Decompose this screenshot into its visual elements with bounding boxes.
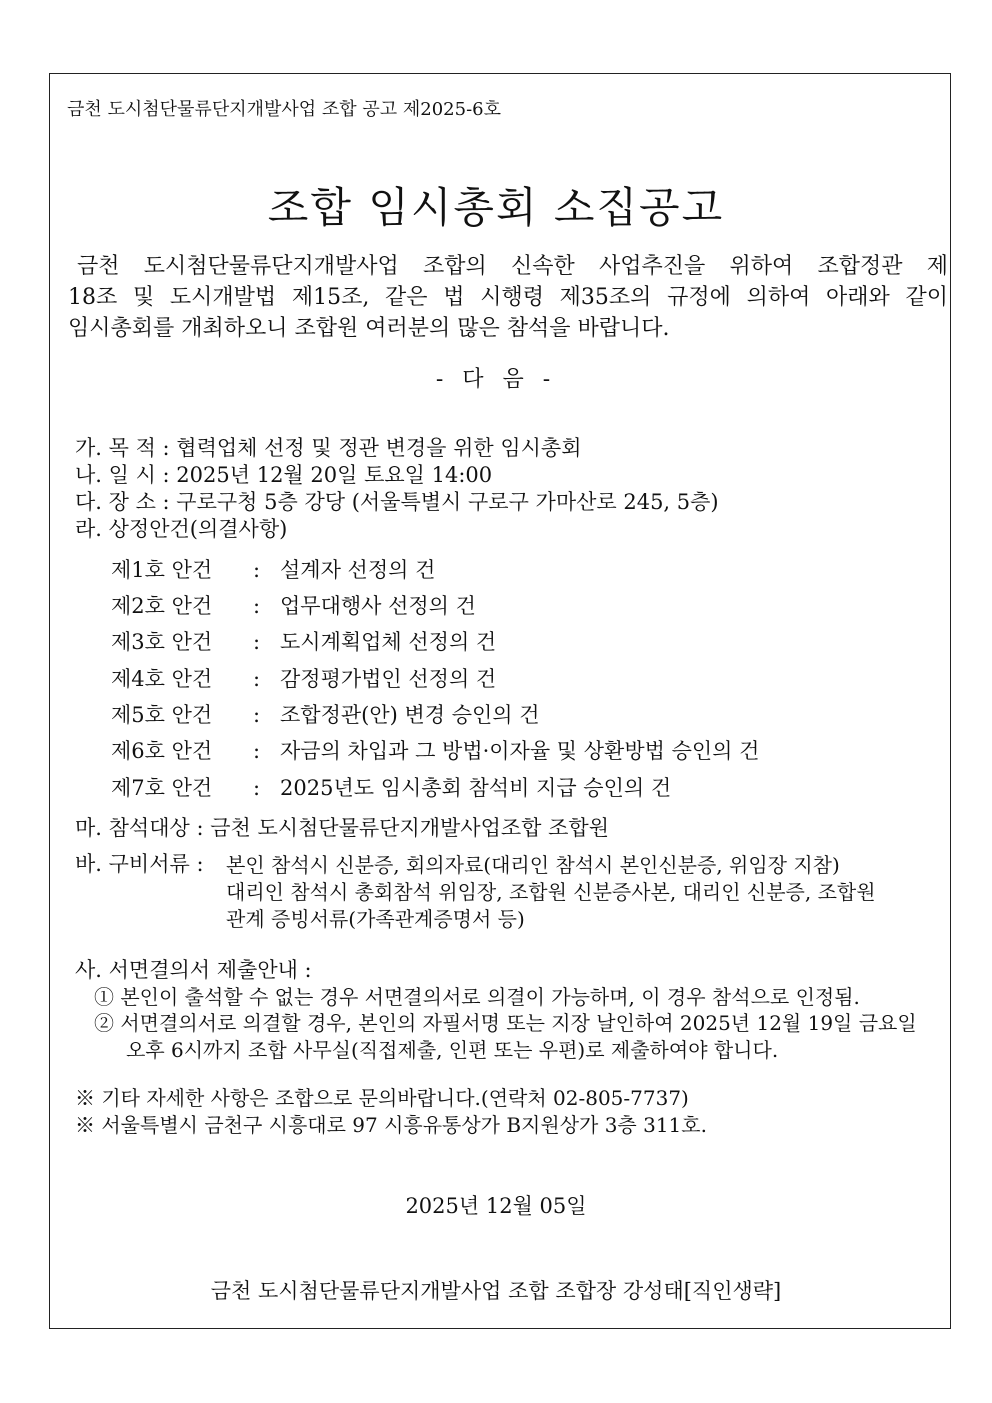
agenda-number: 제7호 안건: [111, 776, 213, 800]
attendees-item: 마. 참석대상 : 금천 도시첨단물류단지개발사업조합 조합원: [75, 816, 609, 840]
agenda-number: 제4호 안건: [111, 667, 213, 691]
section-heading: - 다 음 -: [435, 367, 557, 392]
written-resolution-item: 오후 6시까지 조합 사무실(직접제출, 인편 또는 우편)로 제출하여야 합니다.: [126, 1038, 779, 1062]
datetime-item: 나. 일 시 : 2025년 12월 20일 토요일 14:00: [75, 463, 493, 487]
agenda-separator: :: [253, 703, 261, 727]
intro-line: 18조 및 도시개발법 제15조, 같은 법 시행령 제35조의 규정에 의하여 아래와 같이: [68, 285, 948, 310]
contact-note: ※ 기타 자세한 사항은 조합으로 문의바랍니다.(연락처 02-805-7737): [75, 1086, 689, 1110]
agenda-title: 감정평가법인 선정의 건: [280, 667, 497, 691]
agenda-title: 조합정관(안) 변경 승인의 건: [280, 703, 540, 727]
agenda-number: 제1호 안건: [111, 558, 213, 582]
written-resolution-item: ① 본인이 출석할 수 없는 경우 서면결의서로 의결이 가능하며, 이 경우 참석으로 인정됨.: [94, 985, 860, 1009]
written-resolution-heading: 사. 서면결의서 제출안내 :: [75, 958, 312, 982]
agenda-title: 도시계획업체 선정의 건: [280, 630, 497, 654]
agenda-title: 설계자 선정의 건: [280, 558, 436, 582]
page-title: 조합 임시총회 소집공고: [267, 183, 725, 232]
documents-line: 관계 증빙서류(가족관계증명서 등): [226, 907, 525, 931]
signer-line: 금천 도시첨단물류단지개발사업 조합 조합장 강성태[직인생략]: [210, 1279, 782, 1303]
agenda-separator: :: [253, 594, 261, 618]
agenda-number: 제5호 안건: [111, 703, 213, 727]
address-note: ※ 서울특별시 금천구 시흥대로 97 시흥유통상가 B지원상가 3층 311호.: [75, 1113, 707, 1137]
agenda-number: 제2호 안건: [111, 594, 213, 618]
agenda-heading: 라. 상정안건(의결사항): [75, 517, 288, 541]
written-resolution-item: ② 서면결의서로 의결할 경우, 본인의 자필서명 또는 지장 날인하여 2025년 12월 19일 금요일: [94, 1011, 917, 1035]
agenda-title: 자금의 차입과 그 방법·이자율 및 상환방법 승인의 건: [280, 739, 760, 763]
notice-date: 2025년 12월 05일: [405, 1194, 587, 1218]
agenda-separator: :: [253, 739, 261, 763]
intro-line: 금천 도시첨단물류단지개발사업 조합의 신속한 사업추진을 위하여 조합정관 제: [77, 254, 948, 279]
notice-number: 금천 도시첨단물류단지개발사업 조합 공고 제2025-6호: [67, 99, 501, 120]
documents-line: 대리인 참석시 총회참석 위임장, 조합원 신분증사본, 대리인 신분증, 조합원: [226, 880, 876, 904]
intro-line: 임시총회를 개최하오니 조합원 여러분의 많은 참석을 바랍니다.: [68, 316, 670, 341]
agenda-title: 2025년도 임시총회 참석비 지급 승인의 건: [280, 776, 672, 800]
intro-paragraph: [68, 251, 948, 344]
agenda-separator: :: [253, 630, 261, 654]
agenda-separator: :: [253, 776, 261, 800]
agenda-separator: :: [253, 558, 261, 582]
venue-item: 다. 장 소 : 구로구청 5층 강당 (서울특별시 구로구 가마산로 245, 5층): [75, 490, 719, 514]
purpose-item: 가. 목 적 : 협력업체 선정 및 정관 변경을 위한 임시총회: [75, 436, 582, 460]
agenda-title: 업무대행사 선정의 건: [280, 594, 476, 618]
agenda-separator: :: [253, 667, 261, 691]
documents-line: 본인 참석시 신분증, 회의자료(대리인 참석시 본인신분증, 위임장 지참): [226, 853, 840, 877]
agenda-number: 제3호 안건: [111, 630, 213, 654]
documents-label: 바. 구비서류 :: [75, 852, 204, 876]
agenda-number: 제6호 안건: [111, 739, 213, 763]
